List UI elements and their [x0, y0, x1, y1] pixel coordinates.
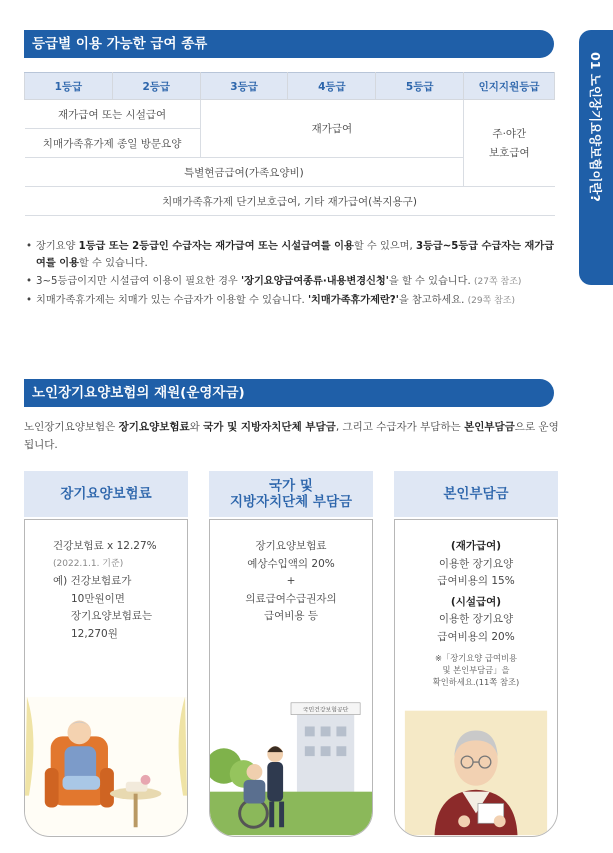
content-line: 이용한 장기요양 — [438, 557, 514, 570]
funding-intro — [24, 418, 564, 454]
elderly-man-illustration — [395, 696, 557, 836]
text: 장기요양 — [36, 241, 79, 252]
card-copayment — [394, 471, 558, 837]
example-line: 예) 건강보험료가 — [53, 575, 132, 587]
emphasis: 장기요양보험료 — [118, 421, 190, 433]
emphasis: 본인부담금 — [464, 421, 515, 433]
card-title: 본인부담금 — [394, 471, 558, 517]
content-line: 급여비용의 15% — [437, 575, 515, 587]
card-content — [210, 538, 372, 626]
building-sign: 국민건강보험공단 — [302, 707, 349, 714]
note-line: 확인하세요.(11쪽 참조) — [432, 677, 520, 687]
content-line: 급여비용의 20% — [437, 630, 515, 643]
page-reference: (29쪽 참조) — [467, 296, 516, 306]
example-amount: 12,270원 — [71, 627, 118, 640]
note — [395, 652, 557, 688]
facility-care-label: (시설급여) — [450, 595, 502, 608]
card-title — [209, 471, 373, 517]
card-body — [394, 519, 558, 837]
card-title: 장기요양보험료 — [24, 471, 188, 517]
card-body — [209, 519, 373, 837]
rate-date: (2022.1.1. 기준) — [53, 558, 124, 569]
emphasis: '장기요양급여종류·내용변경신청' — [241, 276, 389, 287]
cell-dementia-visit: 치매가족휴가제 종일 방문요양 — [25, 129, 201, 158]
table-row — [25, 100, 555, 129]
content-line: 예상수입액의 20% — [247, 557, 335, 570]
emphasis: 3등급~5등급 수급자는 재가급여를 이용 — [36, 241, 555, 269]
content-line: 의료급여수급권자의 — [245, 592, 337, 605]
header-grade-1: 1등급 — [25, 73, 113, 100]
note-line: 및 본인부담금」을 — [442, 665, 510, 675]
card-title-line: 지방자치단체 부담금 — [229, 494, 353, 510]
card-body — [24, 519, 188, 837]
card-government-share — [209, 471, 373, 837]
card-content — [25, 538, 187, 643]
text: 와 — [189, 421, 204, 433]
table-row — [25, 187, 555, 216]
benefit-notes-list — [26, 238, 561, 311]
list-item — [26, 292, 561, 310]
cell-cash-benefit: 특별현금급여(가족요양비) — [25, 158, 464, 187]
text: 할 수 있습니다. — [78, 258, 148, 269]
side-tab-label: 01 노인장기요양보험이란? — [588, 52, 603, 202]
cell-home-or-facility: 재가급여 또는 시설급여 — [25, 100, 201, 129]
header-cognitive-grade: 인지지원등급 — [464, 73, 555, 100]
example-line: 10만원이면 — [71, 592, 125, 605]
list-item — [26, 238, 561, 272]
card-title-line: 국가 및 — [269, 478, 313, 494]
emphasis: 1등급 또는 2등급인 수급자는 재가급여 또는 시설급여를 이용 — [78, 241, 354, 252]
text: 을 참고하세요. — [398, 295, 468, 306]
cell-short-term-care: 치매가족휴가제 단기보호급여, 기타 재가급여(복지용구) — [25, 187, 555, 216]
grade-benefit-table — [24, 72, 555, 216]
section-title-benefit-types: 등급별 이용 가능한 급여 종류 — [24, 30, 554, 58]
section-title-funding: 노인장기요양보험의 재원(운영자금) — [24, 379, 554, 407]
note-line: ※「장기요양 급여비용 — [434, 653, 517, 663]
side-chapter-tab[interactable] — [579, 30, 613, 285]
content-line: 장기요양보험료 — [255, 540, 327, 552]
text: 치매가족휴가제는 치매가 있는 수급자가 이용할 수 있습니다. — [36, 295, 308, 306]
header-grade-5: 5등급 — [376, 73, 464, 100]
content-line: 급여비용 등 — [263, 610, 319, 622]
list-item — [26, 273, 561, 291]
wheelchair-visit-illustration — [210, 696, 372, 836]
text: 3~5등급이지만 시설급여 이용이 필요한 경우 — [36, 276, 241, 287]
header-grade-4: 4등급 — [288, 73, 376, 100]
header-grade-3: 3등급 — [200, 73, 288, 100]
page-reference: (27쪽 참조) — [473, 277, 522, 287]
content-line: 이용한 장기요양 — [438, 613, 514, 625]
cell-day-night-line2: 보호급여 — [489, 147, 530, 159]
table-header-row — [25, 73, 555, 100]
text: 노인장기요양보험은 — [24, 421, 119, 433]
text: 할 수 있으며, — [353, 241, 416, 252]
card-insurance-premium — [24, 471, 188, 837]
emphasis: '치매가족휴가제란?' — [307, 295, 399, 306]
cell-home-care: 재가급여 — [200, 100, 463, 158]
example-line: 장기요양보험료는 — [71, 610, 153, 622]
elderly-woman-armchair-illustration — [25, 696, 187, 836]
home-care-label: (재가급여) — [450, 540, 502, 552]
cell-day-night-care — [464, 100, 555, 187]
text: , 그리고 수급자가 부담하는 — [335, 421, 465, 433]
emphasis: 국가 및 지방자치단체 부담금 — [203, 421, 336, 433]
header-grade-2: 2등급 — [112, 73, 200, 100]
card-content — [395, 538, 557, 688]
text: 을 할 수 있습니다. — [388, 276, 474, 287]
plus-sign: + — [286, 575, 296, 587]
premium-rate: 건강보험료 x 12.27% — [53, 540, 157, 552]
cell-day-night-line1: 주·야간 — [492, 128, 527, 140]
text: 으로 운영됩니다. — [24, 421, 559, 451]
